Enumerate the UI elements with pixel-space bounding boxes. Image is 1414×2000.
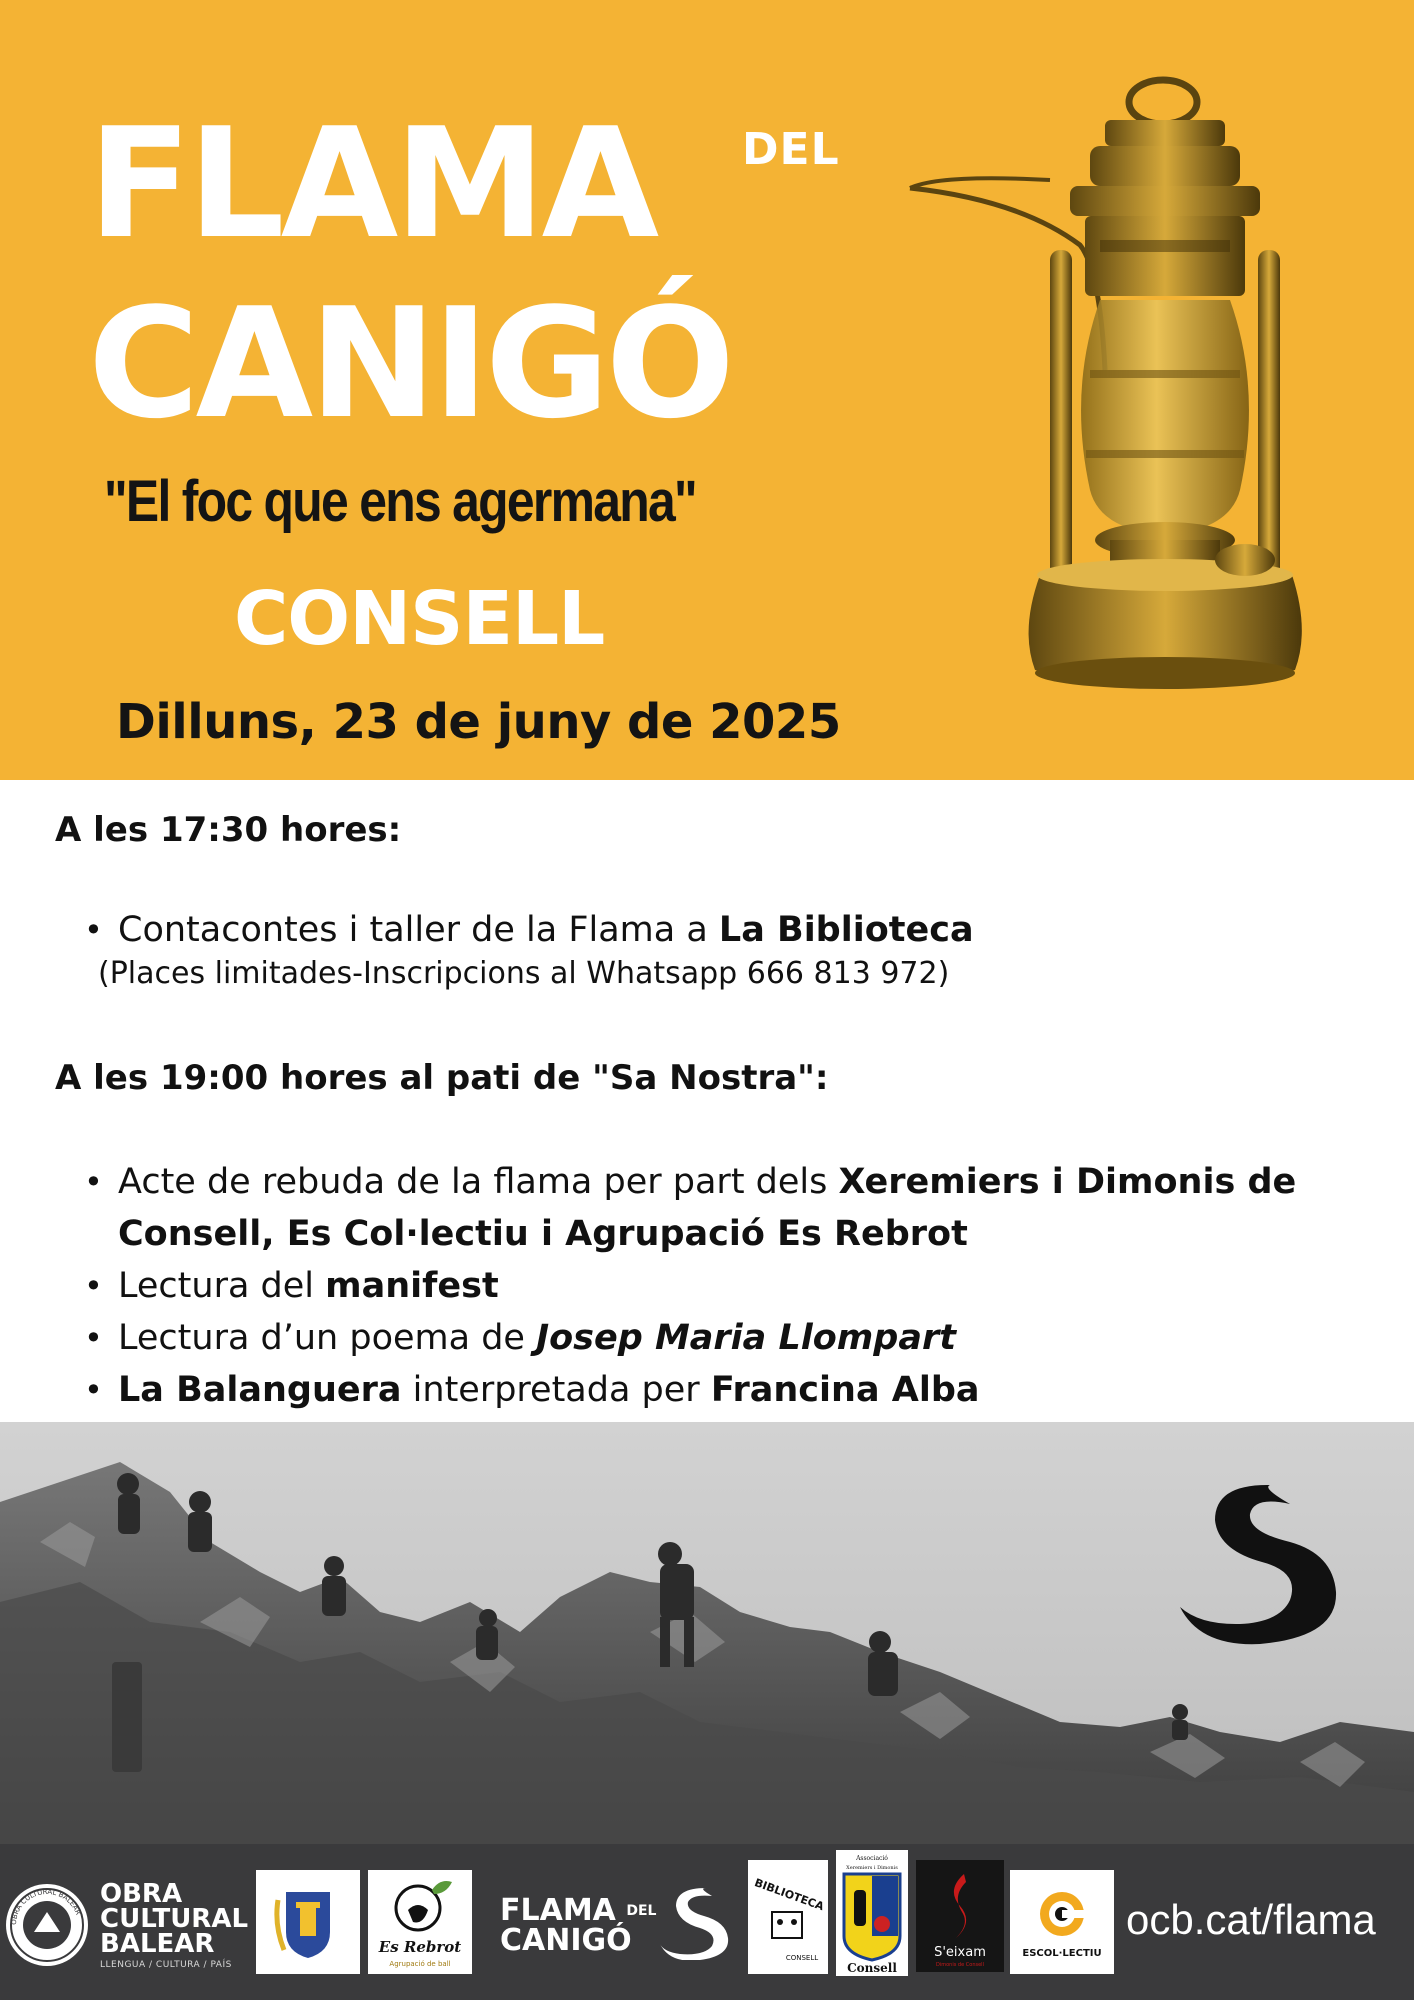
list-item: • Contacontes i taller de la Flama a La Biblioteca (80, 904, 974, 956)
title-canigo: CANIGÓ (88, 275, 731, 452)
slogan: "El foc que ens agermana" (104, 469, 696, 534)
list-item: • Lectura d’un poema de Josep Maria Llompart (80, 1312, 1320, 1364)
header-banner (0, 0, 1414, 780)
svg-text:S'eixam: S'eixam (934, 1945, 986, 1960)
title-flama: FLAMA (88, 95, 656, 272)
hikers-image (0, 1422, 1414, 1844)
es-rebrot-icon (368, 1870, 472, 1974)
flama-s-icon (660, 1884, 732, 1960)
seixam-icon (916, 1860, 1004, 1972)
svg-text:OBRA CULTURAL BALEAR: OBRA CULTURAL BALEAR (9, 1887, 83, 1926)
svg-text:Es Rebrot: Es Rebrot (378, 1938, 462, 1956)
title-del: DEL (742, 124, 840, 175)
escollectiu-logo (1010, 1870, 1114, 1974)
sponsors-footer (0, 1844, 1414, 2000)
program-section (0, 780, 1414, 1422)
ocb-logo-text: OBRA CULTURAL BALEAR (100, 1879, 249, 1959)
svg-text:CONSELL: CONSELL (785, 1954, 819, 1962)
section2-title: A les 19:00 hores al pati de "Sa Nostra": (55, 1058, 829, 1098)
section2-list (80, 1156, 1320, 1416)
svg-text:Consell: Consell (847, 1961, 897, 1975)
list-item: • Acte de rebuda de la flama per part dels Xeremiers i Dimonis de Consell, Es Col·lectiu i Agrupació Es Rebrot (80, 1156, 1320, 1260)
lantern-image (900, 70, 1340, 710)
ajuntament-logo (256, 1870, 360, 1974)
biblioteca-icon (748, 1860, 828, 1974)
svg-text:Dimonis de Consell: Dimonis de Consell (936, 1962, 984, 1968)
flama-footer-logo: FLAMA $^{DEL}$ CANIGÓ (500, 1893, 657, 1958)
es-rebrot-logo (368, 1870, 472, 1974)
town-name: CONSELL (234, 576, 605, 662)
escollectiu-icon (1010, 1870, 1114, 1974)
svg-text:Agrupació de ball: Agrupació de ball (389, 1960, 451, 1968)
ocb-tagline: LLENGUA / CULTURA / PAÍS (100, 1960, 232, 1970)
biblioteca-logo (748, 1860, 828, 1974)
mountain-photo (0, 1422, 1414, 1844)
svg-text:BIBLIOTECA: BIBLIOTECA (752, 1876, 826, 1914)
list-item: • Lectura del manifest (80, 1260, 1320, 1312)
section1-title: A les 17:30 hores: (55, 810, 402, 850)
xeremiers-logo (836, 1850, 908, 1976)
list-item: • La Balanguera interpretada per Francina Alba (80, 1364, 1320, 1416)
section1-list (80, 904, 974, 956)
event-date: Dilluns, 23 de juny de 2025 (116, 694, 841, 750)
ocb-seal-icon (4, 1882, 90, 1968)
svg-text:ESCOL·LECTIU: ESCOL·LECTIU (1022, 1948, 1102, 1959)
seixam-logo (916, 1860, 1004, 1972)
registration-note: (Places limitades-Inscripcions al Whatsapp 666 813 972) (98, 956, 950, 991)
xeremiers-icon (836, 1850, 908, 1976)
svg-text:Xeremiers i Dimonis: Xeremiers i Dimonis (846, 1865, 898, 1871)
website-link[interactable]: ocb.cat/flama (1126, 1896, 1376, 1943)
municipal-shield-icon (256, 1870, 360, 1974)
svg-text:Associació: Associació (856, 1855, 888, 1862)
